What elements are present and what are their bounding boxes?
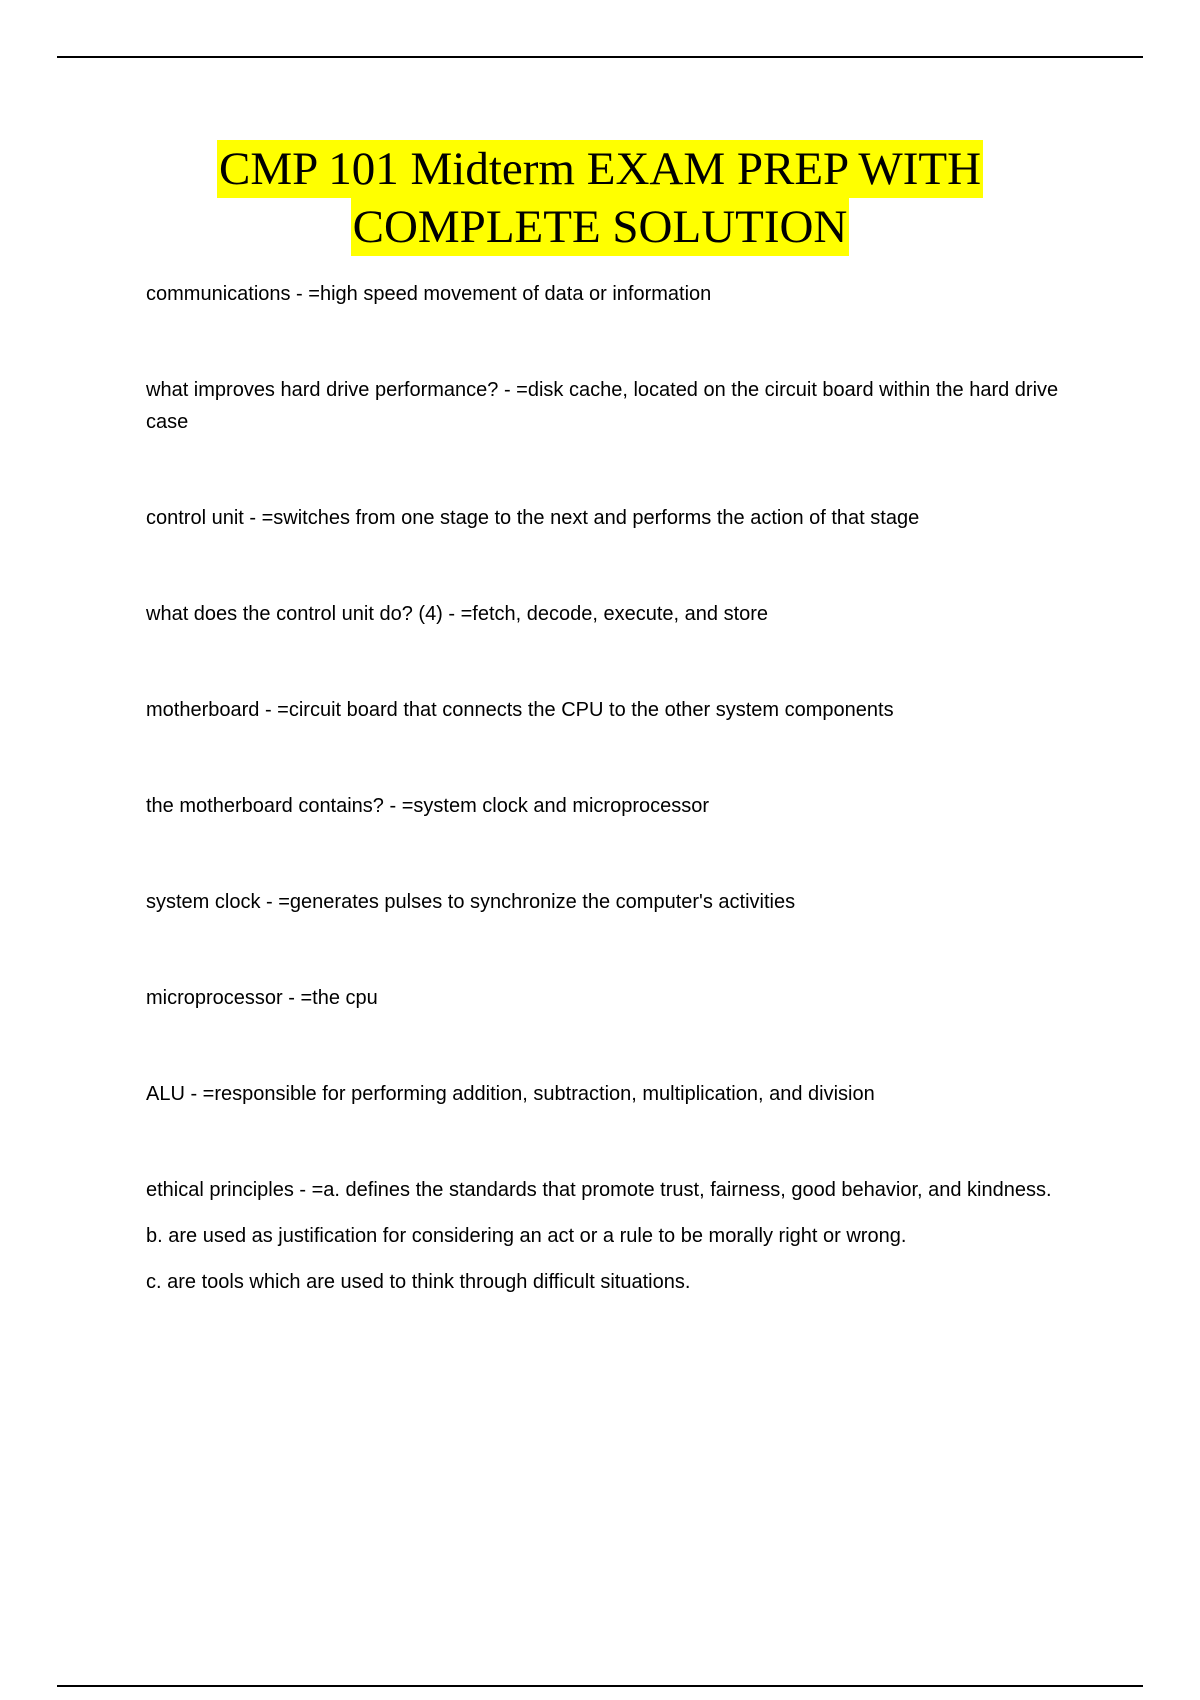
ethical-principles-c: c. are tools which are used to think through difficult situations. <box>146 1271 691 1293</box>
qa-entry-microprocessor: microprocessor - =the cpu <box>146 987 378 1009</box>
qa-list <box>146 278 1086 1298</box>
qa-entry-motherboard-contains: the motherboard contains? - =system clock and microprocessor <box>146 795 710 817</box>
qa-entry-ethical-principles <box>146 1174 1086 1298</box>
document-title <box>0 140 1200 256</box>
qa-entry-communications: communications - =high speed movement of data or information <box>146 283 712 305</box>
qa-entry-motherboard: motherboard - =circuit board that connects the CPU to the other system components <box>146 699 894 721</box>
qa-entry-hard-drive-performance: what improves hard drive performance? - =disk cache, located on the circuit board within the hard drive case <box>146 379 1059 433</box>
qa-entry-system-clock: system clock - =generates pulses to synchronize the computer's activities <box>146 891 796 913</box>
qa-entry-alu: ALU - =responsible for performing addition, subtraction, multiplication, and division <box>146 1083 875 1105</box>
ethical-principles-a: ethical principles - =a. defines the standards that promote trust, fairness, good behavior, and kindness. <box>146 1179 1052 1201</box>
ethical-principles-b: b. are used as justification for considering an act or a rule to be morally right or wrong. <box>146 1225 907 1247</box>
qa-entry-control-unit: control unit - =switches from one stage to the next and performs the action of that stage <box>146 507 920 529</box>
qa-entry-control-unit-do: what does the control unit do? (4) - =fetch, decode, execute, and store <box>146 603 769 625</box>
title-line-2: COMPLETE SOLUTION <box>351 198 850 256</box>
bottom-rule <box>57 1685 1143 1687</box>
title-line-1: CMP 101 Midterm EXAM PREP WITH <box>217 140 983 198</box>
top-rule <box>57 56 1143 58</box>
